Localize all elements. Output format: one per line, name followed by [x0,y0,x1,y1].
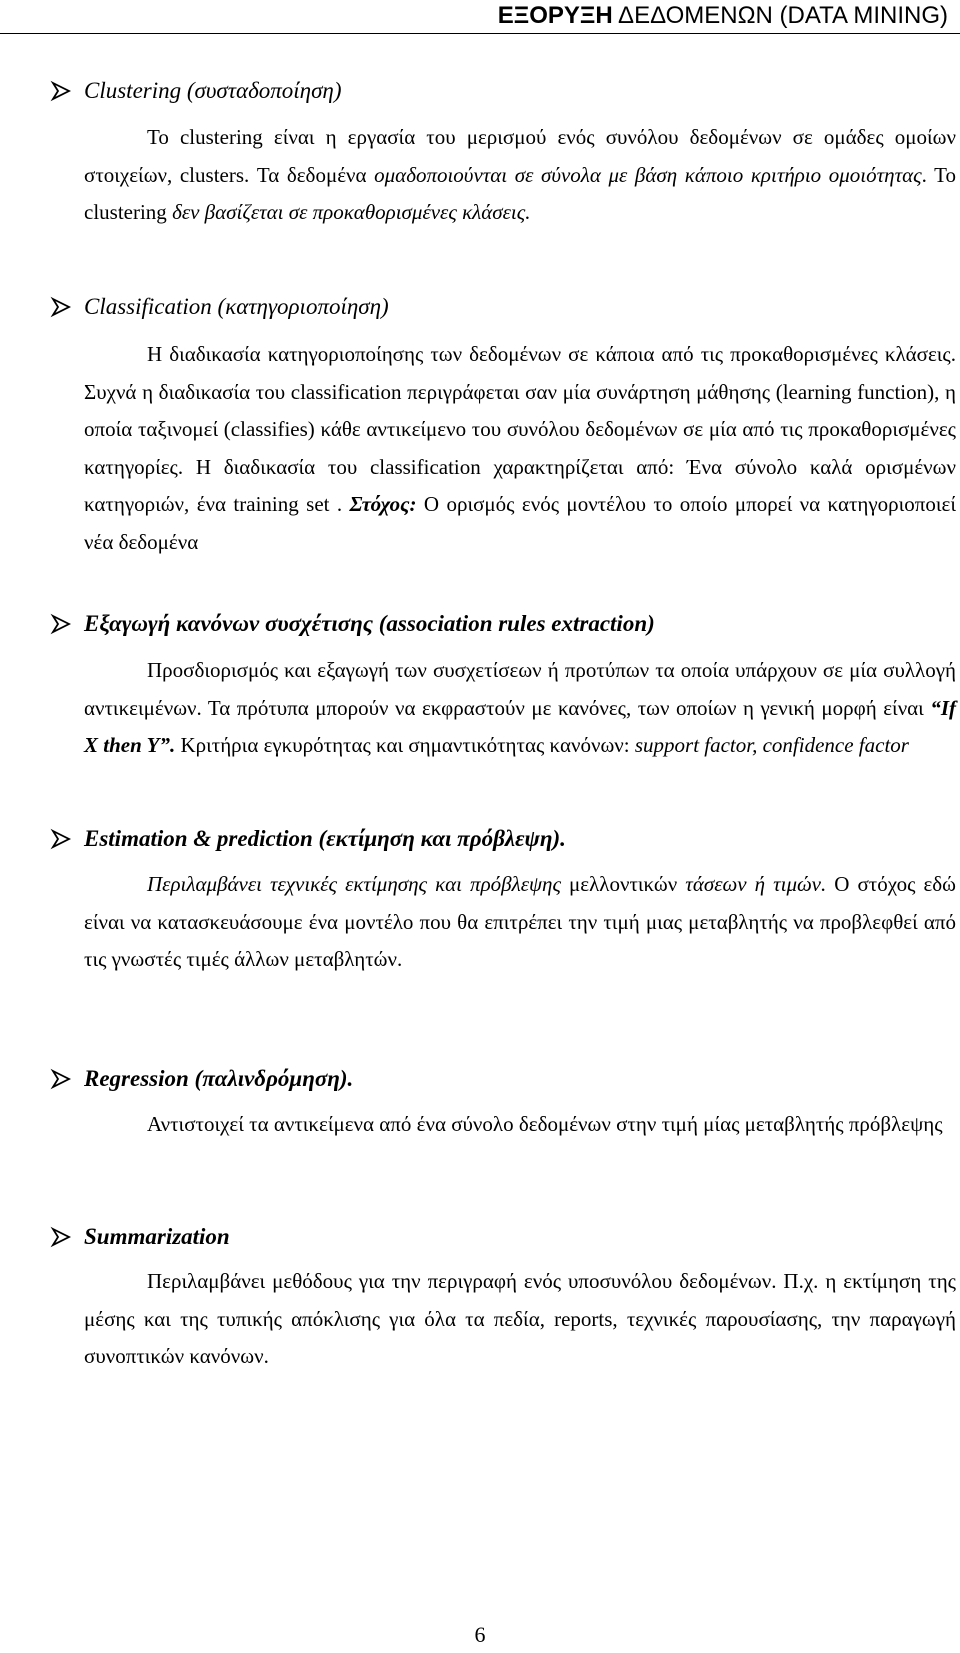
section-title: Classification (κατηγοριοποίηση) [84,294,389,319]
section-body [84,119,956,232]
running-header [498,2,948,30]
header-rule [0,33,960,34]
running-header-bold: ΕΞΟΡΥΞΗ [497,2,613,29]
text-run: Περιλαμβάνει τεχνικές εκτίμησης και πρόβλεψης [147,872,561,896]
section-body [84,652,956,765]
arrow-bullet-icon [50,296,72,318]
text-run: Ο στόχος εδώ είναι να κατασκευάσουμε ένα μοντέλο που θα επιτρέπει την τιμή μιας μεταβλητής να προβλεφθεί από τις γνωστές τιμές άλλων μεταβλητών. [84,872,956,971]
section-body [84,336,956,561]
text-run: ομαδοποιούνται σε σύνολα με βάση κάποιο κριτήριο ομοιότητας [374,162,922,187]
text-run: Περιλαμβάνει μεθόδους για την περιγραφή ενός υποσυνόλου δεδομένων. Π.χ. η εκτίμηση της μέσης και της τυπικής απόκλισης για όλα τα πεδία, reports, τεχνικές παρουσίασης, την παραγωγή συνοπτικών κανόνων. [84,1269,956,1368]
section-title: Clustering (συσταδοποίηση) [84,78,342,103]
text-run: Αντιστοιχεί τα αντικείμενα από ένα σύνολο δεδομένων στην τιμή μίας μεταβλητής πρόβλεψης [147,1112,943,1136]
section-body [84,1263,956,1376]
text-run: Στόχος: [349,492,417,516]
section-body [84,1106,956,1144]
text-run: Η διαδικασία κατηγοριοποίησης των δεδομένων σε κάποια από τις προκαθορισμένες κλάσεις. Συχνά η διαδικασία του classification περιγράφεται σαν μία συνάρτηση μάθησης (learning function), η οποία ταξινομεί (classifies) κάθε αντικείμενο του συνόλου δεδομένων σε μία από τις προκαθορισμένες κατηγορίες. Η διαδικασία του classification χαρακτηρίζεται από: Ένα σύνολο καλά ορισμένων κατηγοριών, ένα training set . [84,342,956,516]
text-run: . Το clustering [84,162,956,224]
running-header-rest: ΔΕΔΟΜΕΝΩΝ (DATA MINING) [612,2,948,29]
section-body [84,866,956,979]
text-run: δεν βασίζεται σε προκαθορισμένες κλάσεις. [172,200,531,224]
arrow-bullet-icon [50,1068,72,1090]
text-run: μελλοντικών [560,872,686,896]
text-run: “If X then Y”. [84,695,956,757]
section-title: Εξαγωγή κανόνων συσχέτισης (association rules extraction) [84,611,655,636]
text-run: support factor, confidence factor [634,733,909,757]
section-title: Estimation & prediction (εκτίμηση και πρόβλεψη). [84,826,566,851]
section-title: Regression (παλινδρόμηση). [84,1066,354,1091]
arrow-bullet-icon [50,1226,72,1248]
arrow-bullet-icon [50,613,72,635]
page-number: 6 [474,1622,486,1647]
text-run: τάσεων ή τιμών. [685,872,827,896]
text-run: Κριτήρια εγκυρότητας και σημαντικότητας κανόνων: [175,733,635,757]
text-run: Προσδιορισμός και εξαγωγή των συσχετίσεων ή προτύπων τα οποία υπάρχουν σε μία συλλογή αντικειμένων. Τα πρότυπα μπορούν να εκφραστούν με κανόνες, των οποίων η γενική μορφή είναι [84,658,956,720]
arrow-bullet-icon [50,828,72,850]
section-title: Summarization [84,1224,230,1249]
text-run: Το clustering είναι η εργασία του μερισμού ενός συνόλου δεδομένων σε ομάδες ομοίων στοιχείων, clusters. Τα δεδομένα [84,125,956,187]
text-run: Ο ορισμός ενός μοντέλου το οποίο μπορεί να κατηγοριοποιεί νέα δεδομένα [84,492,956,554]
arrow-bullet-icon [50,80,72,102]
